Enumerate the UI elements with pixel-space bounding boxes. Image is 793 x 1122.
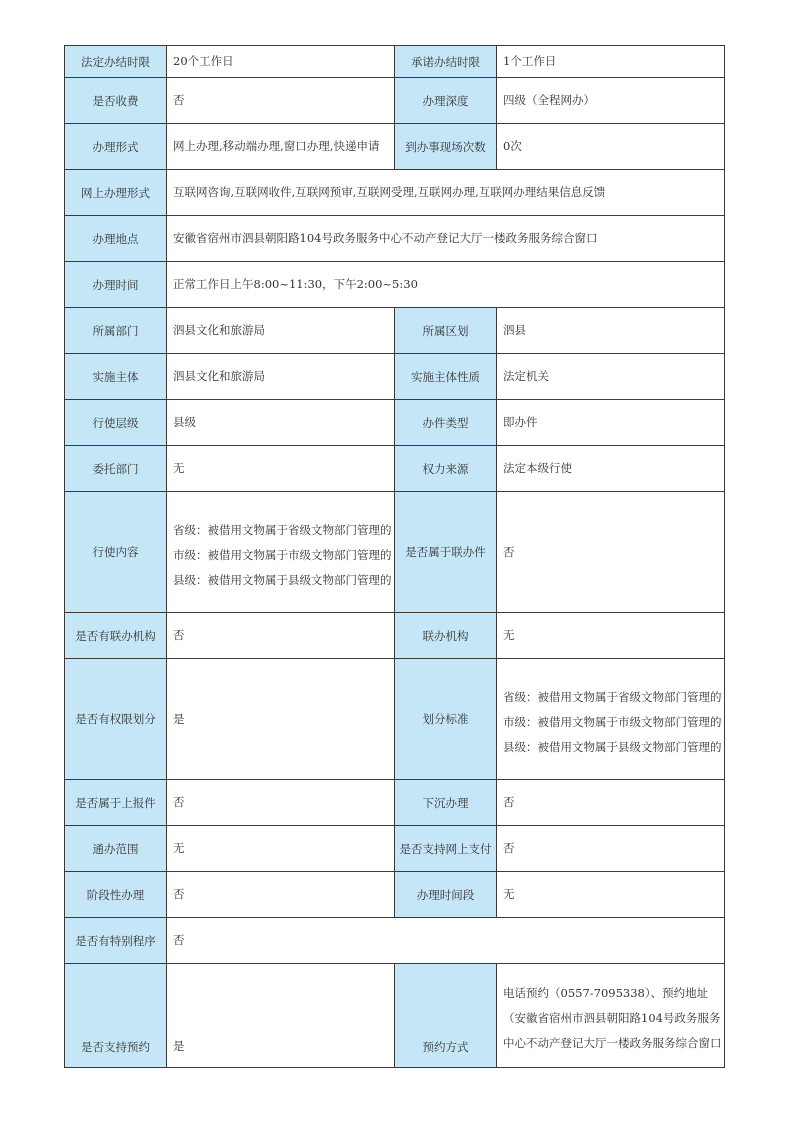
field-value: 否 (497, 826, 725, 872)
field-label: 联办机构 (395, 613, 497, 659)
field-value: 否 (167, 918, 725, 964)
field-label: 是否属于上报件 (65, 780, 167, 826)
field-value: 泗县 (497, 308, 725, 354)
table-row (65, 826, 725, 872)
field-value: 泗县文化和旅游局 (167, 308, 395, 354)
field-value: 否 (167, 872, 395, 918)
field-value: 网上办理,移动端办理,窗口办理,快递申请 (167, 124, 395, 170)
field-label: 下沉办理 (395, 780, 497, 826)
field-value: 法定机关 (497, 354, 725, 400)
service-info-table (64, 45, 725, 1068)
field-label: 阶段性办理 (65, 872, 167, 918)
field-value: 否 (167, 780, 395, 826)
table-row (65, 262, 725, 308)
field-label: 是否支持预约 (65, 964, 167, 1068)
field-label: 是否支持网上支付 (395, 826, 497, 872)
field-label: 办件类型 (395, 400, 497, 446)
field-value: 20个工作日 (167, 46, 395, 78)
table-row (65, 216, 725, 262)
field-label: 办理形式 (65, 124, 167, 170)
field-label: 网上办理形式 (65, 170, 167, 216)
field-value: 无 (167, 446, 395, 492)
field-label: 行使内容 (65, 492, 167, 613)
field-label: 是否有特别程序 (65, 918, 167, 964)
field-label: 通办范围 (65, 826, 167, 872)
field-value: 1个工作日 (497, 46, 725, 78)
field-value: 即办件 (497, 400, 725, 446)
field-label: 所属部门 (65, 308, 167, 354)
field-value: 省级：被借用文物属于省级文物部门管理的 市级：被借用文物属于市级文物部门管理的 县级：被借用文物属于县级文物部门管理的 (497, 659, 725, 780)
table-row (65, 613, 725, 659)
field-label: 是否有联办机构 (65, 613, 167, 659)
field-value: 是 (167, 659, 395, 780)
table-row (65, 446, 725, 492)
field-value: 否 (497, 492, 725, 613)
field-label: 预约方式 (395, 964, 497, 1068)
table-row (65, 659, 725, 780)
field-value: 无 (497, 872, 725, 918)
table-row (65, 492, 725, 613)
field-value: 泗县文化和旅游局 (167, 354, 395, 400)
table-row (65, 170, 725, 216)
field-value: 否 (167, 78, 395, 124)
field-value: 无 (497, 613, 725, 659)
field-label: 实施主体性质 (395, 354, 497, 400)
field-value: 无 (167, 826, 395, 872)
field-label: 行使层级 (65, 400, 167, 446)
field-value: 省级：被借用文物属于省级文物部门管理的 市级：被借用文物属于市级文物部门管理的 县级：被借用文物属于县级文物部门管理的 (167, 492, 395, 613)
field-label: 办理时间 (65, 262, 167, 308)
field-label: 法定办结时限 (65, 46, 167, 78)
field-value: 否 (167, 613, 395, 659)
table-row (65, 78, 725, 124)
field-value: 四级（全程网办） (497, 78, 725, 124)
table-row (65, 308, 725, 354)
field-label: 实施主体 (65, 354, 167, 400)
field-value: 是 (167, 964, 395, 1068)
field-value: 互联网咨询,互联网收件,互联网预审,互联网受理,互联网办理,互联网办理结果信息反馈 (167, 170, 725, 216)
field-label: 到办事现场次数 (395, 124, 497, 170)
table-row (65, 124, 725, 170)
field-value: 0次 (497, 124, 725, 170)
table-row (65, 780, 725, 826)
field-label: 划分标准 (395, 659, 497, 780)
field-label: 办理地点 (65, 216, 167, 262)
field-label: 办理深度 (395, 78, 497, 124)
field-value: 法定本级行使 (497, 446, 725, 492)
table-row (65, 964, 725, 1068)
field-label: 是否收费 (65, 78, 167, 124)
table-row (65, 872, 725, 918)
field-value: 否 (497, 780, 725, 826)
table-row (65, 918, 725, 964)
table-row (65, 400, 725, 446)
field-label: 是否属于联办件 (395, 492, 497, 613)
field-label: 承诺办结时限 (395, 46, 497, 78)
field-value: 电话预约（0557-7095338）、预约地址（安徽省宿州市泗县朝阳路104号政务服务中心不动产登记大厅一楼政务服务综合窗口 (497, 964, 725, 1068)
field-value: 安徽省宿州市泗县朝阳路104号政务服务中心不动产登记大厅一楼政务服务综合窗口 (167, 216, 725, 262)
table-row (65, 46, 725, 78)
field-label: 是否有权限划分 (65, 659, 167, 780)
field-label: 所属区划 (395, 308, 497, 354)
field-value: 县级 (167, 400, 395, 446)
field-label: 办理时间段 (395, 872, 497, 918)
field-value: 正常工作日上午8:00~11:30，下午2:00~5:30 (167, 262, 725, 308)
table-row (65, 354, 725, 400)
field-label: 委托部门 (65, 446, 167, 492)
field-label: 权力来源 (395, 446, 497, 492)
